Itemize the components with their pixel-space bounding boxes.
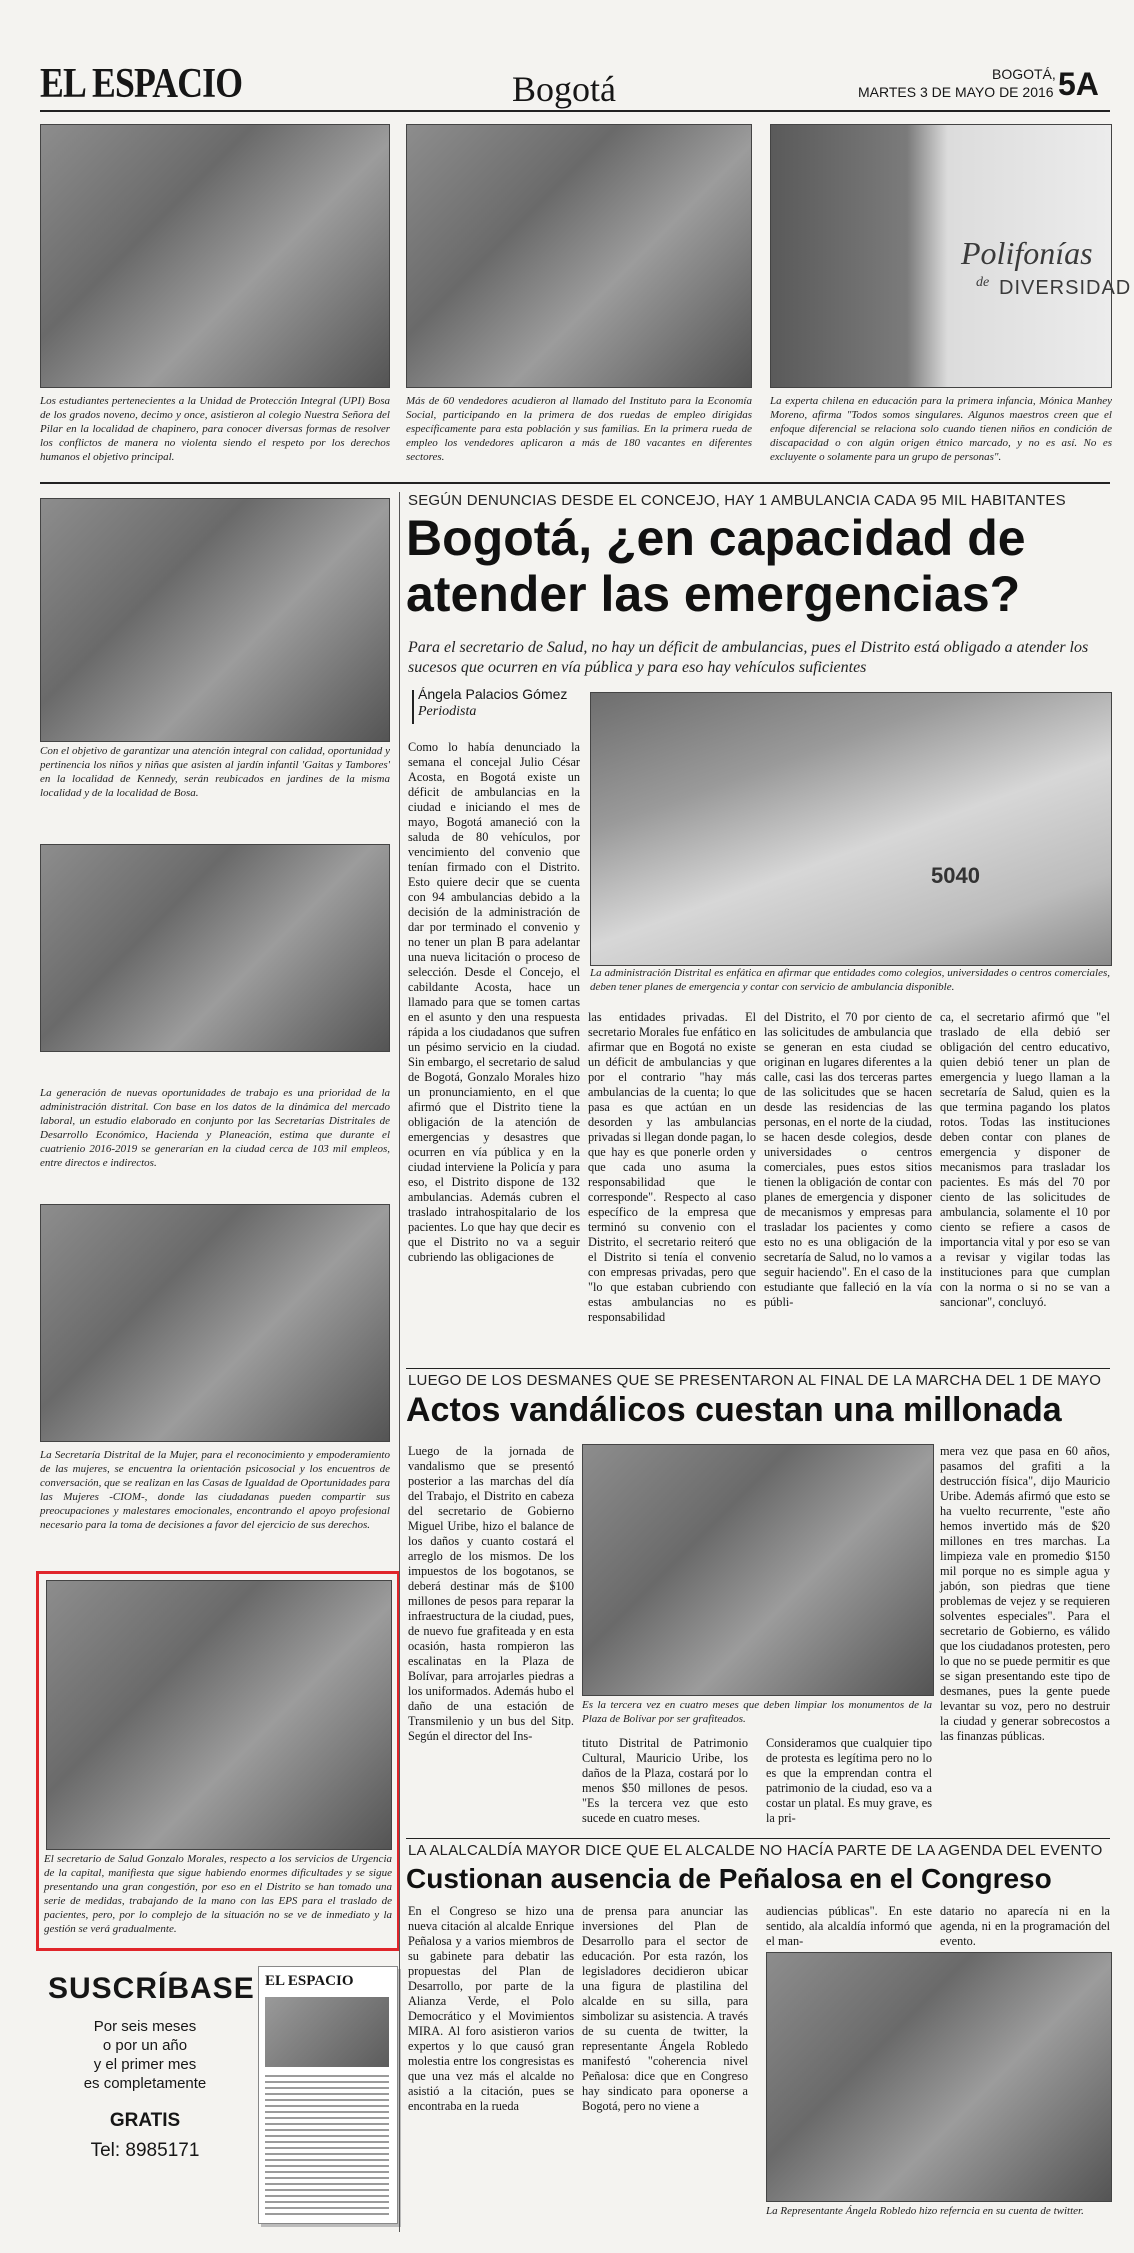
header-date: MARTES 3 DE MAYO DE 2016: [858, 84, 1054, 100]
header-rule: [40, 110, 1110, 112]
caption-computer-room: La generación de nuevas oportunidades de trabajo es una prioridad de la administración distrital. Con base en los datos de la dinámica del mercado laboral, un estudio elaborado en conjunto por las Secretarías Distritales de Desarrollo Económico, Hacienda y Planeación, estima que durante el cuatrienio 2016-2019 se generarían en la ciudad cerca de 103 mil empleos, entre directos e indirectos.: [40, 1087, 390, 1169]
article2-headline: Actos vandálicos cuestan una millonada: [406, 1391, 1062, 1429]
article3-col3: audiencias públicas". En este sentido, ala alcaldía informó que el man-: [766, 1904, 932, 1948]
newspaper-thumbnail-logo: EL ESPACIO: [265, 1973, 354, 1989]
subscribe-ad[interactable]: [40, 1962, 400, 2232]
column-divider: [399, 492, 400, 2232]
masthead-logo: EL ESPACIO: [40, 61, 243, 107]
subscribe-free: GRATIS: [109, 2110, 181, 2131]
polifonias-de: de: [976, 275, 990, 290]
article1-author: Ángela Palacios Gómez: [418, 686, 568, 702]
caption-women-group: La Secretaría Distrital de la Mujer, para el reconocimiento y empoderamiento de las mujeres, se encuentra la orientación psicosocial y los encuentros de conversación, que se realizan en las Casas de Igualdad de Oportunidades para las Mujeres -CIOM-, donde las ciudadanas pueden compartir sus preocupaciones y malestares emocionales, encontrando el apoyo profesional necesario para la toma de decisiones a favor del ejercicio de sus derechos.: [40, 1449, 390, 1531]
article3-col1: En el Congreso se hizo una nueva citación al alcalde Enrique Peñalosa y a varios miembros de su gabinete para debatir las propuestas del Plan de Desarrollo, por parte de la Alianza Verde, el Polo Democrático y el Movimientos MIRA. Al foro asistieron varios expertos y lo que causó gran molestia entre los congresistas es que una vez más el alcalde no asistió a la citación, pues se encontraba en la rueda: [408, 1904, 574, 2113]
photo-women-group: [40, 1204, 390, 1442]
caption-ambulances: La administración Distrital es enfática en afirmar que entidades como colegios, universidades o centros comerciales, deben tener planes de emergencia y contar con servicio de ambulancia disponible.: [590, 967, 1110, 993]
caption-clay-figure: La Representante Ángela Robledo hizo referncia en su cuenta de twitter.: [766, 2205, 1084, 2217]
header-city: BOGOTÁ,: [992, 66, 1056, 82]
newspaper-thumbnail-image: [265, 1997, 389, 2067]
caption-plaza-bolivar: Es la tercera vez en cuatro meses que deben limpiar los monumentos de la Plaza de Bolívar por ser grafiteados.: [582, 1699, 932, 1725]
subscribe-title: SUSCRÍBASE: [48, 1972, 255, 2005]
subscribe-line2: o por un año: [102, 2037, 188, 2054]
caption-health-secretary: El secretario de Salud Gonzalo Morales, respecto a los servicios de Urgencia de la capital, manifiesta que sigue habiendo enormes dificultades y se sigue presentando una gran congestión, por eso en el Distrito se han tomado una serie de medidas, trabajando de la mano con las EPS para el traslado de pacientes, pero, por lo complejo de la situación no se ve de inmediato y la gestión se verá gradualmente.: [44, 1853, 392, 1935]
author-rule: [412, 690, 414, 724]
photo-clay-figure: [766, 1952, 1112, 2202]
article1-end-rule: [406, 1368, 1110, 1369]
top-row-rule: [40, 482, 1110, 484]
article3-kicker: LA ALALCALDÍA MAYOR DICE QUE EL ALCALDE NO HACÍA PARTE DE LA AGENDA DEL EVENTO: [408, 1842, 1103, 1859]
article1-col4: ca, el secretario afirmó que "el traslado de ella debió ser obligación del centro educativo, quien debió tener un plan de emergencia y luego llaman a la secretaría de Salud, quien es la que termina pagando los platos rotos. Todas las instituciones deben contar con planes de emergencia y disponer de mecanismos para trasladar los pacientes. Es más del 70 por ciento de las solicitudes de ambulancia, solamente el 10 por ciento se refiere a casos de importancia vital y por eso se van a revisar y vigilar todas las instituciones para que cumplan con la norma o si no se van a sancionar", concluyó.: [940, 1010, 1110, 1309]
subscribe-line4: es completamente: [83, 2075, 207, 2092]
article2-col3: Consideramos que cualquier tipo de protesta es legítima pero no lo es que la emprendan contra el patrimonio de la ciudad, eso va a costar un platal. Es muy grave, es la pri-: [766, 1736, 932, 1825]
photo-children-jardin: [40, 498, 390, 742]
article2-kicker: LUEGO DE LOS DESMANES QUE SE PRESENTARON AL FINAL DE LA MARCHA DEL 1 DE MAYO: [408, 1372, 1102, 1389]
article1-col3: del Distrito, el 70 por ciento de las solicitudes de ambulancia que se generan en esta ciudad se originan en lugares diferentes a la calle, casi las dos terceras partes de las solicitudes que se hacen desde las residencias de las personas, en el norte de la ciudad, se hacen desde colegios, desde universidades o centros comerciales, pues estos sitios tienen la obligación de contar con planes de emergencia y disponer de mecanismos y empresas para trasladar los pacientes y como esto no es una obligación de la secretaría de Salud, no lo vamos a seguir haciendo". En el caso de la estudiante que falleció en la vía públi-: [764, 1010, 932, 1309]
article3-headline: Custionan ausencia de Peñalosa en el Congreso: [406, 1863, 1052, 1894]
article2-col1: Luego de la jornada de vandalismo que se presentó posterior a las marchas del día del Trabajo, el Distrito en cabeza del secretario de Gobierno Miguel Uribe, hizo el balance de los daños y cuanto costará el arreglo de los mismos. De los impuestos de los bogotanos, se deberá destinar más de $100 millones de pesos para reparar la infraestructura de la ciudad, pues, de nuevo fue grafiteada y en esta ocasión, hasta rompieron las escalinatas en la Plaza de Bolívar, para arrojarles piedras a los uniformados. Además hubo el daño de una estación de Transmilenio y un bus del Sitp. Según el director del Ins-: [408, 1444, 574, 1743]
subscribe-line1: Por seis meses: [93, 2018, 197, 2035]
article2-col2: tituto Distrital de Patrimonio Cultural, Mauricio Uribe, los daños de la Plaza, costará por lo menos $50 millones de pesos. "Es la tercera vez que esto sucede en cuatro meses.: [582, 1736, 748, 1825]
article3-col2: de prensa para anunciar las inversiones del Plan de Desarrollo para el sector de educación. Por esta razón, los legisladores decidieron ubicar una figura de plastilina del alcalde en su silla, para simbolizar su asistencia. A través de su cuenta de twitter, la representante Ángela Robledo manifestó "coherencia nivel Peñalosa: dice que en Congreso hay sindicato para oponerse a Bogotá, pero no viene a: [582, 1904, 748, 2113]
caption-vendors-employment: Más de 60 vendedores acudieron al llamado del Instituto para la Economía Social, participando en la primera de dos ruedas de empleo dirigidas específicamente para esta población y sus familias. En la primera rueda de empleo los vendedores aplicaron a más de 180 vacantes en diferentes sectores.: [406, 395, 752, 463]
article1-col2: las entidades privadas. El secretario Morales fue enfático en afirmar que en Bogotá no existe un déficit de ambulancias y que por el contrario "hay más ambulancias de la cuenta; lo que pasa es que actúan en un desorden y las ambulancias privadas si llegan donde pagan, lo que hay es que ponerle orden y que cada uno asuma la responsabilidad que le corresponde". Respecto al caso específico de la empresa que terminó su convenio con el Distrito, el secretario reiteró que el Distrito si tenía el convenio con empresas privadas, pero que "lo que estaban cubriendo con estas ambulancias no es responsabilidad: [588, 1010, 756, 1324]
polifonias-title: Polifonías: [961, 235, 1093, 271]
article3-col4: datario no aparecía ni en la agenda, ni en la programación del evento.: [940, 1904, 1110, 1948]
article1-author-role: Periodista: [418, 704, 477, 719]
caption-students-upi: Los estudiantes pertenecientes a la Unidad de Protección Integral (UPI) Bosa de los grados noveno, decimo y once, asistieron al colegio Nuestra Señora del Pilar en la localidad de chapinero, para conocer diversas formas de resolver los conflictos de manera no violenta siendo el respeto por los derechos humanos el objetivo principal.: [40, 395, 390, 463]
ambulance-number: 5040: [931, 863, 980, 888]
page-number: 5A: [1058, 66, 1099, 102]
article2-end-rule: [406, 1838, 1110, 1839]
photo-computer-room: [40, 844, 390, 1052]
newspaper-thumbnail: [258, 1966, 398, 2224]
caption-children-jardin: Con el objetivo de garantizar una atención integral con calidad, oportunidad y pertinencia los niños y niñas que asisten al jardín infantil 'Gaitas y Tambores' en la localidad de Kennedy, serán reubicados en jardines de la misma localidad y de la localidad de Bosa.: [40, 745, 390, 799]
article1-deck: Para el secretario de Salud, no hay un déficit de ambulancias, pues el Distrito está obligado a atender los sucesos que ocurren en vía pública y para eso hay vehículos suficientes: [408, 639, 1089, 676]
section-title: Bogotá: [512, 69, 616, 109]
subscribe-line3: y el primer mes: [93, 2056, 197, 2073]
article1-headline-line1: Bogotá, ¿en capacidad de: [406, 510, 1026, 566]
photo-ambulances: [590, 692, 1112, 966]
photo-plaza-bolivar: [582, 1444, 934, 1696]
article1-kicker: SEGÚN DENUNCIAS DESDE EL CONCEJO, HAY 1 AMBULANCIA CADA 95 MIL HABITANTES: [408, 492, 1066, 509]
photo-expert-polifonias: [770, 124, 1132, 388]
subscribe-phone[interactable]: Tel: 8985171: [90, 2140, 200, 2161]
article1-col1: Como lo había denunciado la semana el concejal Julio César Acosta, en Bogotá existe un déficit de ambulancias en la ciudad e iniciando el mes de mayo, Bogotá amaneció con la saluda de 80 vehículos, por vencimiento del convenio que tenían firmado con el Distrito. Esto quiere decir que se cuenta con 94 ambulancias debido a la decisión de la administración de dar por terminado el convenio y no tener un plan B para adelantar una nueva licitación o proceso de selección. Desde el Concejo, el cabildante Acosta, hace un llamado para que se tomen cartas en el asunto y den una respuesta rápida a los ciudadanos que sufren un pésimo servicio en la ciudad. Sin embargo, el secretario de salud de Bogotá, Gonzalo Morales hizo un pronunciamiento, en el que afirmó que el Distrito tiene la obligación de la atención de emergencias y desastres que ocurren en vía pública y en la ciudad interviene la Policía y para eso, el Distrito dispone de 132 ambulancias. Además cubren el traslado intrahospitalario de los pacientes. Lo que hay que decir es que el Distrito no va a seguir cubriendo las obligaciones de: [408, 740, 580, 1264]
photo-vendors-employment: [406, 124, 752, 388]
photo-students-upi: [40, 124, 390, 388]
caption-expert-polifonias: La experta chilena en educación para la primera infancia, Mónica Manhey Moreno, afirma "Todos somos singulares. Algunos maestros creen que el enfoque diferencial se relaciona solo cuando tienen niños en condición de discapacidad o con algún origen étnico marcado, y no es así. No es excluyente o solamente para un grupo de personas".: [770, 395, 1112, 463]
article1-headline-line2: atender las emergencias?: [406, 566, 1021, 622]
polifonias-diversidad: DIVERSIDAD: [999, 277, 1132, 299]
article2-col4: mera vez que pasa en 60 años, pasamos del grafiti a la destrucción física", dijo Mauricio Uribe. Además afirmó que esto se ha vuelto recurrente, "este año hemos invertido más de $20 millones en tres marchas. La limpieza vale en promedio $150 mil porque no es simple agua y jabón, son piedras que tiene problemas de vejez y se requieren solventes especiales". Para el secretario de Gobierno, es válido que los ciudadanos protesten, pero lo que no se puede permitir es que se sigan presentando este tipo de desmanes, pues la gente puede levantar su voz, pero no destruir la ciudad y generar sobrecostos a las finanzas públicas.: [940, 1444, 1110, 1743]
newspaper-thumbnail-text: [265, 2075, 389, 2215]
photo-health-secretary: [46, 1580, 392, 1850]
